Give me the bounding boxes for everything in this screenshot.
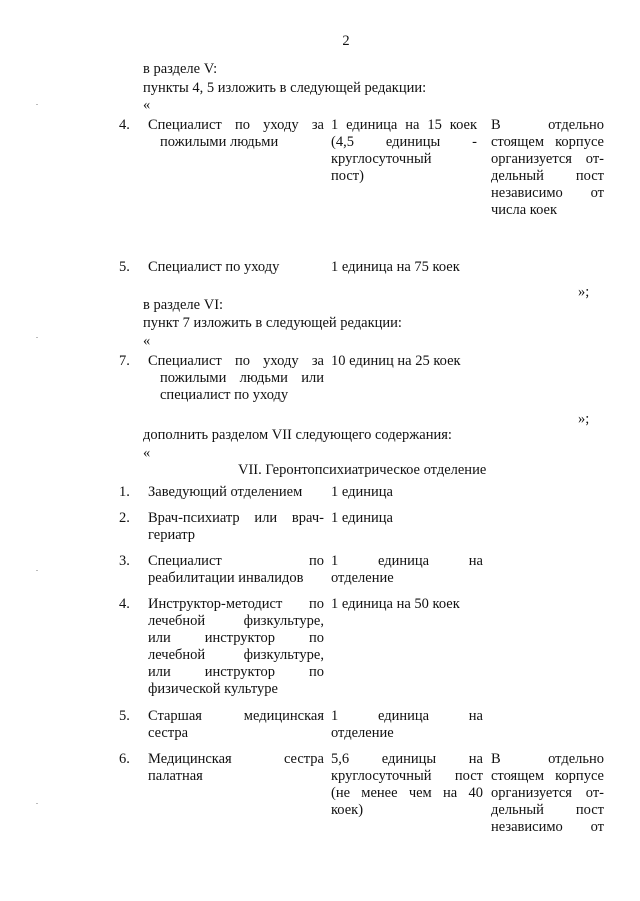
- row-position-name-line: сестра: [148, 725, 189, 741]
- row-staff-norm-line: отделение: [331, 725, 394, 741]
- row-staff-norm-line: 1 единица: [331, 510, 393, 526]
- row-staff-norm-line: 1 единица на: [331, 553, 483, 569]
- open-quote: «: [143, 333, 151, 349]
- row-note-line: организуется от-: [491, 151, 604, 167]
- row-position-name-line: реабилитации инвалидов: [148, 570, 304, 586]
- row-position-name-line: Старшая медицинская: [148, 708, 324, 724]
- row-position-name-line: пожилыми людьми: [160, 134, 279, 150]
- margin-mark: [36, 570, 38, 571]
- row-note-line: В отдельно: [491, 751, 604, 767]
- row-number: 5.: [119, 708, 130, 724]
- row-position-name-line: гериатр: [148, 527, 196, 543]
- row-number: 3.: [119, 553, 130, 569]
- row-position-name-line: Заведующий отделением: [148, 484, 303, 500]
- row-position-name-line: Врач-психиатр или врач-: [148, 510, 324, 526]
- row-note-line: стоящем корпусе: [491, 134, 604, 150]
- row-position-name-line: Специалист по: [148, 553, 324, 569]
- row-position-name-line: специалист по уходу: [160, 387, 289, 403]
- row-number: 4.: [119, 117, 130, 133]
- row-staff-norm-line: пост): [331, 168, 364, 184]
- section-vi-intro: в разделе VI:: [143, 297, 224, 313]
- row-staff-norm-line: (4,5 единицы -: [331, 134, 477, 150]
- open-quote: «: [143, 445, 151, 461]
- row-number: 2.: [119, 510, 130, 526]
- close-quote: »;: [578, 284, 590, 300]
- section-v-intro: в разделе V:: [143, 61, 218, 77]
- row-position-name-line: пожилыми людьми или: [160, 370, 324, 386]
- row-number: 6.: [119, 751, 130, 767]
- row-position-name-line: Специалист по уходу за: [148, 353, 324, 369]
- row-staff-norm-line: 1 единица на 50 коек: [331, 596, 460, 612]
- row-staff-norm-line: 1 единица на: [331, 708, 483, 724]
- row-position-name-line: Специалист по уходу за: [148, 117, 324, 133]
- row-staff-norm-line: (не менее чем на 40: [331, 785, 483, 801]
- row-position-name-line: или инструктор по: [148, 630, 324, 646]
- margin-mark: [36, 337, 38, 338]
- row-number: 1.: [119, 484, 130, 500]
- row-position-name-line: Инструктор-методист по: [148, 596, 324, 612]
- section-v-instruction: пункты 4, 5 изложить в следующей редакции:: [143, 80, 427, 96]
- margin-mark: [36, 803, 38, 804]
- row-position-name-line: лечебной физкультуре,: [148, 647, 324, 663]
- row-position-name-line: палатная: [148, 768, 203, 784]
- row-number: 5.: [119, 259, 130, 275]
- row-position-name-line: физической культуре: [148, 681, 278, 697]
- row-staff-norm-line: круглосуточный: [331, 151, 432, 167]
- page-number: 2: [342, 33, 350, 49]
- row-note-line: независимо от: [491, 819, 604, 835]
- row-position-name-line: Специалист по уходу: [148, 259, 280, 275]
- row-staff-norm-line: круглосуточный пост: [331, 768, 483, 784]
- close-quote: »;: [578, 411, 590, 427]
- open-quote: «: [143, 97, 151, 113]
- row-note-line: дельный пост: [491, 168, 604, 184]
- row-staff-norm-line: коек): [331, 802, 364, 818]
- row-staff-norm-line: 10 единиц на 25 коек: [331, 353, 461, 369]
- row-note-line: организуется от-: [491, 785, 604, 801]
- margin-mark: [36, 104, 38, 105]
- row-staff-norm-line: 1 единица на 75 коек: [331, 259, 460, 275]
- row-staff-norm-line: отделение: [331, 570, 394, 586]
- row-number: 4.: [119, 596, 130, 612]
- row-note-line: дельный пост: [491, 802, 604, 818]
- row-note-line: стоящем корпусе: [491, 768, 604, 784]
- row-position-name-line: или инструктор по: [148, 664, 324, 680]
- row-note-line: В отдельно: [491, 117, 604, 133]
- row-note-line: независимо от: [491, 185, 604, 201]
- section-vi-instruction: пункт 7 изложить в следующей редакции:: [143, 315, 402, 331]
- section-heading: VII. Геронтопсихиатрическое отделение: [238, 462, 487, 478]
- row-number: 7.: [119, 353, 130, 369]
- row-position-name-line: Медицинская сестра: [148, 751, 324, 767]
- row-staff-norm-line: 1 единица: [331, 484, 393, 500]
- row-staff-norm-line: 1 единица на 15 коек: [331, 117, 477, 133]
- section-vii-intro: дополнить разделом VII следующего содержания:: [143, 427, 452, 443]
- row-staff-norm-line: 5,6 единицы на: [331, 751, 483, 767]
- row-position-name-line: лечебной физкультуре,: [148, 613, 324, 629]
- row-note-line: числа коек: [491, 202, 558, 218]
